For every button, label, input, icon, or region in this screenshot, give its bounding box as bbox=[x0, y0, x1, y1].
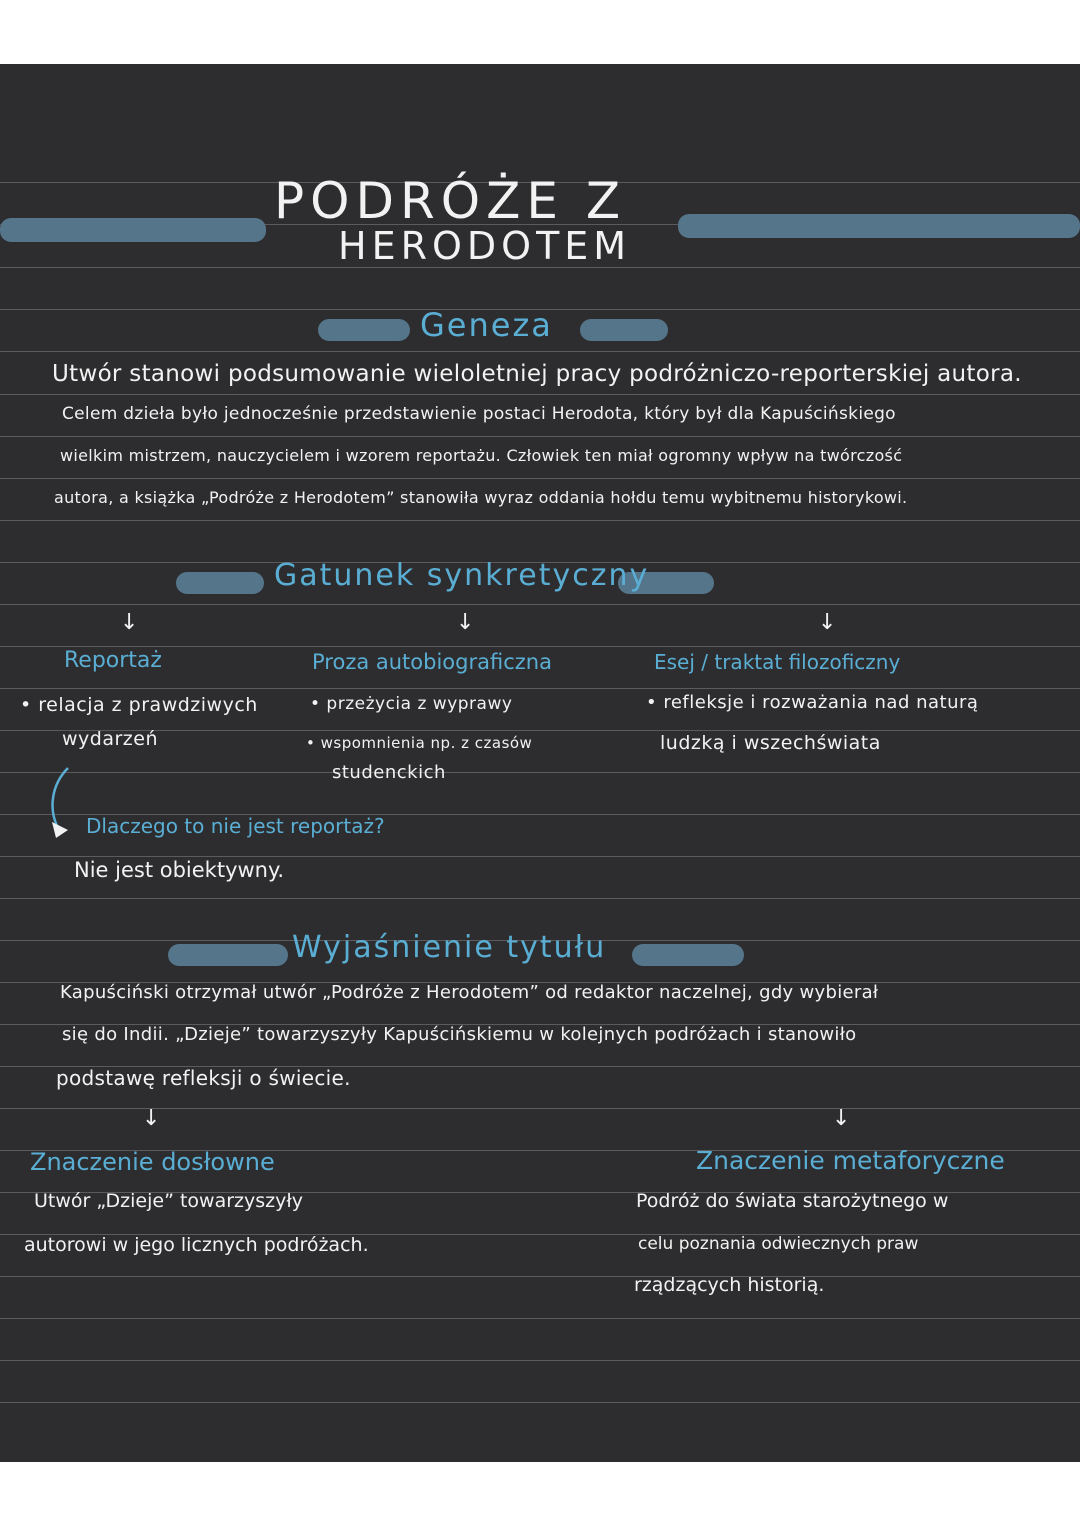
arrow-down-icon: ↓ bbox=[456, 610, 475, 635]
rule-line bbox=[0, 436, 1080, 437]
meaning-metaphorical-line: Podróż do świata starożytnego w bbox=[636, 1190, 949, 1212]
geneza-line-2: Celem dzieła było jednocześnie przedstawienie postaci Herodota, który był dla Kapuścińskiego bbox=[62, 404, 896, 424]
rule-line bbox=[0, 772, 1080, 773]
arrow-down-icon: ↓ bbox=[142, 1106, 161, 1131]
section-heading-geneza: Geneza bbox=[420, 306, 553, 344]
geneza-line-4: autora, a książka „Podróże z Herodotem” stanowiła wyraz oddania hołdu temu wybitnemu historykowi. bbox=[54, 488, 908, 507]
meaning-title-literal: Znaczenie dosłowne bbox=[30, 1148, 275, 1176]
meaning-literal-line: Utwór „Dzieje” towarzyszyły bbox=[34, 1190, 304, 1212]
answer-text: Nie jest obiektywny. bbox=[74, 858, 285, 882]
rule-line bbox=[0, 1318, 1080, 1319]
rule-line bbox=[0, 1276, 1080, 1277]
rule-line bbox=[0, 604, 1080, 605]
arrow-down-icon: ↓ bbox=[832, 1106, 851, 1131]
wyjasnienie-line-2: się do Indii. „Dzieje” towarzyszyły Kapuścińskiemu w kolejnych podróżach i stanowiło bbox=[62, 1024, 857, 1045]
page-title-line2: HERODOTEM bbox=[338, 224, 632, 268]
rule-line bbox=[0, 478, 1080, 479]
rule-line bbox=[0, 730, 1080, 731]
rule-line bbox=[0, 1402, 1080, 1403]
arrow-down-icon: ↓ bbox=[120, 610, 139, 635]
rule-line bbox=[0, 898, 1080, 899]
genre-item: • refleksje i rozważania nad naturą bbox=[646, 692, 979, 713]
genre-item: wydarzeń bbox=[62, 728, 159, 750]
title-decor-right bbox=[678, 214, 1080, 238]
wyjasnienie-line-3: podstawę refleksji o świecie. bbox=[56, 1066, 351, 1090]
genre-item: studenckich bbox=[332, 762, 446, 783]
meaning-title-metaphorical: Znaczenie metaforyczne bbox=[696, 1146, 1005, 1175]
question-text: Dlaczego to nie jest reportaż? bbox=[86, 814, 385, 838]
heading-decor-left bbox=[168, 944, 288, 966]
title-decor-left bbox=[0, 218, 266, 242]
rule-line bbox=[0, 351, 1080, 352]
meaning-metaphorical-line: celu poznania odwiecznych praw bbox=[638, 1234, 919, 1254]
curved-arrow-icon bbox=[44, 764, 84, 844]
rule-line bbox=[0, 688, 1080, 689]
genre-title-reportaz: Reportaż bbox=[64, 648, 162, 673]
genre-title-esej: Esej / traktat filozoficzny bbox=[654, 650, 901, 674]
geneza-line-3: wielkim mistrzem, nauczycielem i wzorem reportażu. Człowiek ten miał ogromny wpływ na twórczość bbox=[60, 446, 903, 465]
rule-line bbox=[0, 856, 1080, 857]
arrow-down-icon: ↓ bbox=[818, 610, 837, 635]
meaning-metaphorical-line: rządzących historią. bbox=[634, 1274, 825, 1296]
section-heading-wyjasnienie: Wyjaśnienie tytułu bbox=[292, 930, 607, 965]
genre-item: • relacja z prawdziwych bbox=[20, 694, 258, 716]
meaning-literal-line: autorowi w jego licznych podróżach. bbox=[24, 1234, 369, 1256]
rule-line bbox=[0, 646, 1080, 647]
rule-line bbox=[0, 1108, 1080, 1109]
heading-decor-right bbox=[632, 944, 744, 966]
heading-decor-left bbox=[318, 319, 410, 341]
notebook-page bbox=[0, 64, 1080, 1462]
rule-line bbox=[0, 1360, 1080, 1361]
wyjasnienie-line-1: Kapuściński otrzymał utwór „Podróże z Herodotem” od redaktor naczelnej, gdy wybierał bbox=[60, 982, 879, 1003]
geneza-line-1: Utwór stanowi podsumowanie wieloletniej pracy podróżniczo-reporterskiej autora. bbox=[52, 361, 1022, 387]
genre-item: ludzką i wszechświata bbox=[660, 732, 881, 754]
rule-line bbox=[0, 394, 1080, 395]
rule-line bbox=[0, 520, 1080, 521]
genre-item: • wspomnienia np. z czasów bbox=[306, 734, 533, 752]
genre-item: • przeżycia z wyprawy bbox=[310, 694, 513, 714]
heading-decor-right bbox=[580, 319, 668, 341]
section-heading-gatunek: Gatunek synkretyczny bbox=[274, 558, 650, 593]
genre-title-proza: Proza autobiograficzna bbox=[312, 650, 552, 674]
heading-decor-left bbox=[176, 572, 264, 594]
page-title-line1: PODRÓŻE Z bbox=[274, 172, 627, 230]
